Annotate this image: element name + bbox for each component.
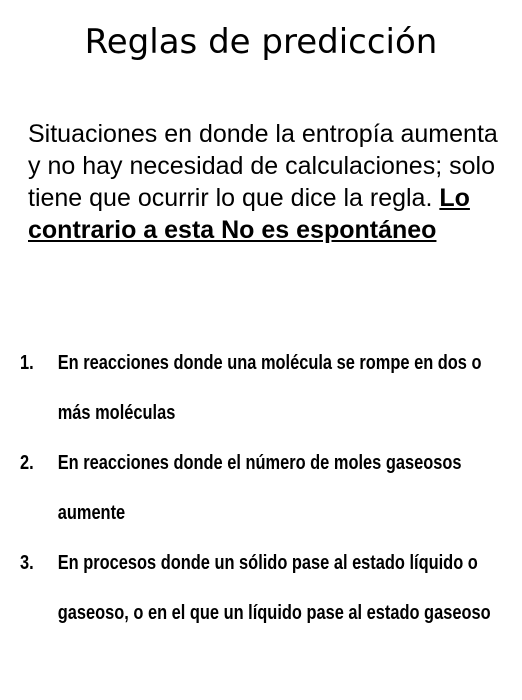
intro-paragraph <box>28 118 498 246</box>
intro-emphasis: Lo contrario a esta No es espontáneo <box>28 184 470 244</box>
rule-item <box>20 338 501 438</box>
rule-number: 1. <box>20 352 34 374</box>
intro-text: Situaciones en donde la entropía aumenta y no hay necesidad de calculaciones; solo tiene que ocurrir lo que dice la regla. <box>28 120 498 212</box>
rule-number: 3. <box>20 552 34 574</box>
slide-title: Reglas de predicción <box>84 22 438 62</box>
rule-item <box>20 438 501 538</box>
rule-text: En reacciones donde el número de moles gaseosos aumente <box>57 452 462 524</box>
rule-text: En procesos donde un sólido pase al estado líquido o gaseoso, o en el que un líquido pase al estado gaseoso <box>57 552 491 624</box>
rule-text: En reacciones donde una molécula se rompe en dos o más moléculas <box>57 352 482 424</box>
rule-item <box>20 538 501 638</box>
rules-list <box>20 338 491 638</box>
rule-number: 2. <box>20 452 34 474</box>
